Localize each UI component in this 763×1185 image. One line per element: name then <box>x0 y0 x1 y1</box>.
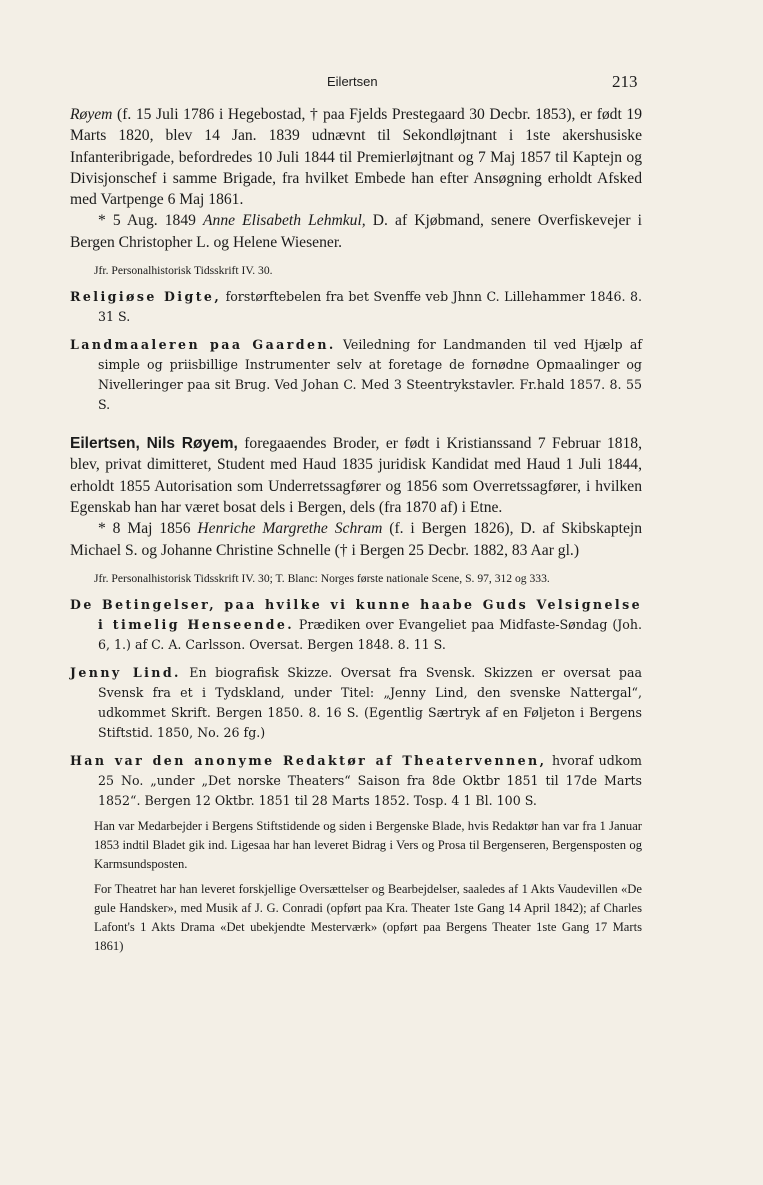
entry2-work <box>70 663 642 743</box>
entry1-reference: Jfr. Personalhistorisk Tidsskrift IV. 30. <box>94 264 273 278</box>
work-details: forstørftebelen fra bet Svenffe veb Jhnn C. Lillehammer 1846. 8. 31 S. <box>98 289 642 325</box>
entry-separator <box>70 415 642 433</box>
entry1-text: (f. 15 Juli 1786 i Hegebostad, † paa Fjelds Prestegaard 30 Decbr. 1853), er født 19 Marts 1820, blev 14 Jan. 1839 udnævnt til Sekondløjtnant i 1ste akershusiske Infanteribrigade, befordredes 10 Juli 1844 til Premierløjtnant og 7 Maj 1857 til Kaptejn og Divisjonschef i samme Brigade, fra hvilket Embede han efter Ansøgning erholdt Afsked med Vartpenge 6 Maj 1861. <box>70 106 642 209</box>
work-title: Jenny Lind. <box>70 664 181 680</box>
work-details: Veiledning for Landmanden til ved Hjælp af simple og priisbillige Instrumenter selv at foretage de fornødne Opmaalinger og Nivelleringer paa sit Brug. Ved Johan C. Med 3 Steentrykstavler. Fr.hald 1857. 8. 55 S. <box>98 337 642 413</box>
work-title: Han var den anonyme Redaktør af Theatervennen, <box>70 752 547 768</box>
entry2-paragraph <box>70 433 642 518</box>
page-header <box>0 72 763 96</box>
page-body <box>70 104 642 956</box>
entry1-work <box>70 287 642 327</box>
entry2-marriage-date: * 8 Maj 1856 <box>98 520 198 538</box>
entry2-marriage-text: (f. i Bergen 1826), D. af Skibskaptejn Michael S. og Johanne Christine Schnelle († i Bergen 25 Decbr. 1882, 83 Aar gl.) <box>70 520 642 559</box>
page-number: 213 <box>612 72 638 91</box>
entry2-marriage <box>70 518 642 561</box>
entry1-name: Røyem <box>70 106 113 123</box>
entry2-lead: Eilertsen, Nils Røyem, <box>70 435 238 453</box>
entry1-marriage-text: D. af Kjøbmand, senere Overfiskevejer i Bergen Christopher L. og Helene Wiesener. <box>70 212 642 251</box>
work-details: En biografisk Skizze. Oversat fra Svensk. Skizzen er oversat paa Svensk fra et i Tydskland, under Titel: „Jenny Lind, den svenske Nattergal“, udkommet Skrift. Bergen 1850. 8. 16 S. (Egentlig Særtryk af en Føljeton i Bergens Stiftstid. 1850, No. 26 fg.) <box>98 664 642 740</box>
entry2-spouse: Henriche Margrethe Schram <box>197 520 383 538</box>
entry2-reference: Jfr. Personalhistorisk Tidsskrift IV. 30; T. Blanc: Norges første nationale Scene, S. 97, 312 og 333. <box>94 571 550 585</box>
running-head: Eilertsen <box>327 74 378 89</box>
work-details: Prædiken over Evangeliet paa Midfaste-Søndag (Joh. 6, 1.) af C. A. Carlsson. Oversat. Bergen 1848. 8. 11 S. <box>98 616 642 652</box>
entry2-note: For Theatret har han leveret forskjellige Oversættelser og Bearbejdelser, saaledes af 1 Akts Vaudevillen «De gule Handsker», med Musik af J. G. Conradi (opført paa Kra. Theater 1ste Gang 14 April 1842); af Charles Lafont's 1 Akts Drama «Det ubekjendte Mesterværk» (opført paa Bergens Theater 1ste Gang 17 Marts 1861) <box>94 881 642 953</box>
entry1-work <box>70 335 642 415</box>
entry1-spouse: Anne Elisabeth Lehmkul, <box>203 212 366 230</box>
entry2-note: Han var Medarbejder i Bergens Stiftstidende og siden i Bergenske Blade, hvis Redaktør han var fra 1 Januar 1853 indtil Bladet gik ind. Ligesaa har han leveret Bidrag i Vers og Prosa til Bergenseren, Bergensposten og Karmsundsposten. <box>94 818 642 871</box>
work-details: hvoraf udkom 25 No. „under „Det norske Theaters“ Saison fra 8de Oktbr 1851 til 17de Marts 1852“. Bergen 12 Oktbr. 1851 til 28 Marts 1852. Tosp. 4 1 Bl. 100 S. <box>98 752 642 808</box>
entry2-text: foregaaendes Broder, er født i Kristianssand 7 Februar 1818, blev, privat dimitteret, Student med Haud 1835 juridisk Kandidat med Haud 1 Juli 1844, erholdt 1855 Autorisation som Underretssagfører og 1856 som Overretssagfører, i hvilken Egenskab han har været bosat dels i Bergen, dels (fra 1870 af) i Etne. <box>70 435 643 516</box>
entry1-paragraph <box>70 104 642 210</box>
entry1-marriage <box>70 210 642 253</box>
entry1-marriage-date: * 5 Aug. 1849 <box>98 212 203 230</box>
entry2-work <box>70 751 642 811</box>
entry2-work <box>70 595 642 655</box>
work-title: De Betingelser, paa hvilke vi kunne haabe Guds Velsignelse i timelig Henseende. <box>70 596 642 632</box>
work-title: Landmaaleren paa Gaarden. <box>70 337 336 353</box>
work-title: Religiøse Digte, <box>70 289 222 305</box>
